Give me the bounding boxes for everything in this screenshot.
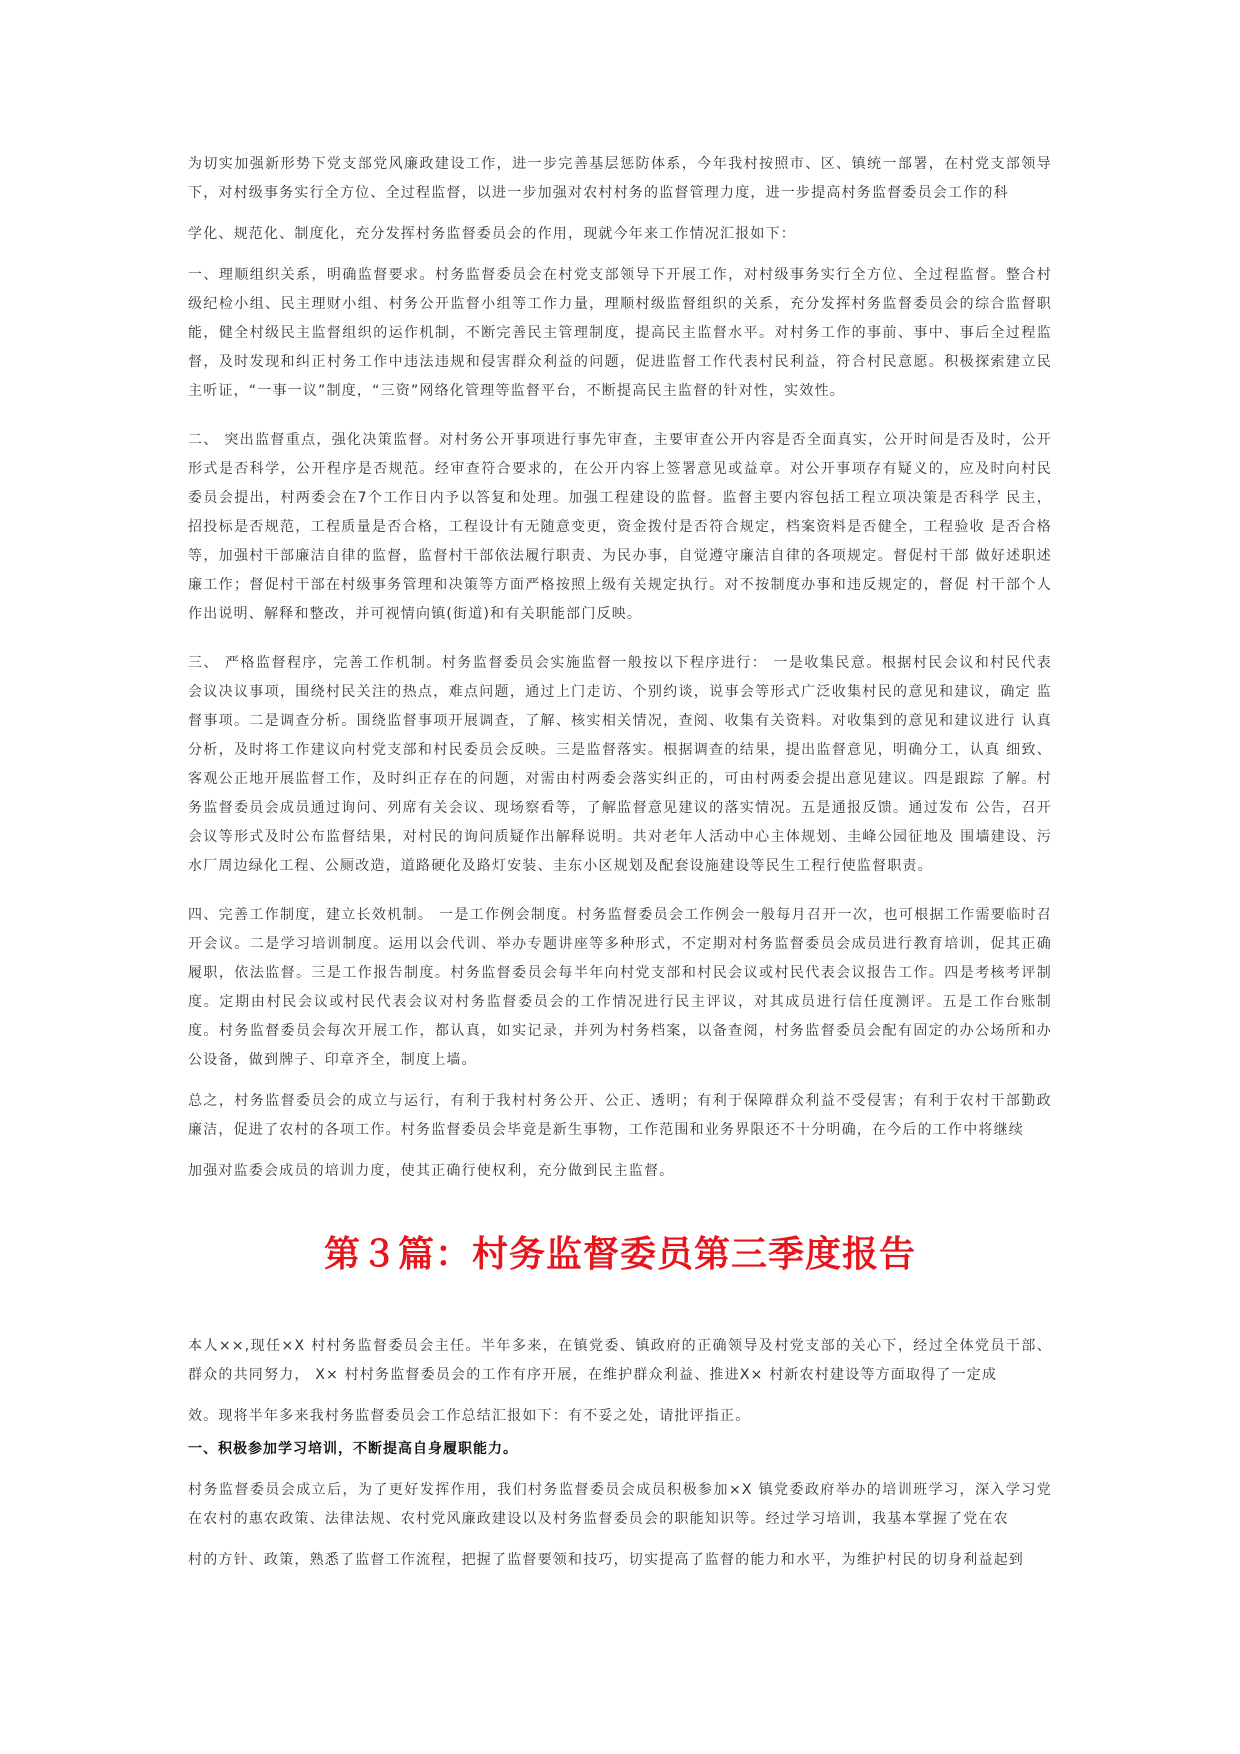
article-3-intro-continuation: 效。现将半年多来我村务监督委员会工作总结汇报如下：有不妥之处，请批评指正。 [188,1408,751,1424]
article-3-body-paragraph: 村务监督委员会成立后，为了更好发挥作用，我们村务监督委员会成员积极参加×X 镇党委政府举办的培训班学习，深入学习党在农村的惠农政策、法律法规、农村党风廉政建设以及村务监督委员会的职能知识等。经过学习培训，我基本掌握了党在农 [188,1482,1052,1527]
section-2-paragraph: 二、 突出监督重点，强化决策监督。对村务公开事项进行事先审查，主要审查公开内容是否全面真实，公开时间是否及时，公开形式是否科学，公开程序是否规范。经审查符合要求的，在公开内容上签署意见或益章。对公开事项存有疑义的，应及时向村民委员会提出，村两委会在7个工作日内予以答复和处理。加强工程建设的监督。监督主要内容包括工程立项决策是否科学 民主，招投标是否规范，工程质量是否合格，工程设计有无随意变更，资金拨付是否符合规定，档案资料是否健全，工程验收 是否合格等，加强村干部廉洁自律的监督，监督村干部依法履行职责、为民办事，自觉遵守廉洁自律的各项规定。督促村干部 做好述职述廉工作；督促村干部在村级事务管理和决策等方面严格按照上级有关规定执行。对不按制度办事和违反规定的，督促 村干部个人作出说明、解释和整改，并可视情向镇(街道)和有关职能部门反映。 [188,432,1052,622]
article-3-title: 第３篇：村务监督委员第三季度报告 [323,1233,916,1275]
section-4-paragraph: 四、完善工作制度，建立长效机制。 一是工作例会制度。村务监督委员会工作例会一般每月召开一次，也可根据工作需要临时召开会议。二是学习培训制度。运用以会代训、举办专题讲座等多种形式，不定期对村务监督委员会成员进行教育培训，促其正确履职，依法监督。三是工作报告制度。村务监督委员会每半年向村党支部和村民会议或村民代表会议报告工作。四是考核考评制度。定期由村民会议或村民代表会议对村务监督委员会的工作情况进行民主评议，对其成员进行信任度测评。五是工作台账制度。村务监督委员会每次开展工作，都认真，如实记录，并列为村务档案，以备查阅，村务监督委员会配有固定的办公场所和办公设备，做到牌子、印章齐全，制度上墙。 [188,907,1052,1068]
article-3-body-continuation: 村的方针、政策，熟悉了监督工作流程，把握了监督要领和技巧，切实提高了监督的能力和水平，为维护村民的切身利益起到 [188,1552,1024,1568]
summary-paragraph: 总之，村务监督委员会的成立与运行，有利于我村村务公开、公正、透明；有利于保障群众利益不受侵害；有利于农村干部勤政廉洁，促进了农村的各项工作。村务监督委员会毕竟是新生事物，工作范围和业务界限还不十分明确，在今后的工作中将继续 [188,1093,1052,1138]
summary-continuation: 加强对监委会成员的培训力度，使其正确行使权利，充分做到民主监督。 [188,1163,675,1179]
report-intro-paragraph: 为切实加强新形势下党支部党风廉政建设工作，进一步完善基层惩防体系，今年我村按照市、区、镇统一部署，在村党支部领导下，对村级事务实行全方位、全过程监督，以进一步加强对农村村务的监督管理力度，进一步提高村务监督委员会工作的科 [188,156,1052,201]
document-page [188,150,1052,1575]
section-3-paragraph: 三、 严格监督程序，完善工作机制。村务监督委员会实施监督一般按以下程序进行： 一是收集民意。根据村民会议和村民代表 会议决议事项，围绕村民关注的热点，难点问题，通过上门走访、个别约谈，说事会等形式广泛收集村民的意见和建议，确定 监督事项。二是调查分析。围绕监督事项开展调查，了解、核实相关情况，查阅、收集有关资料。对收集到的意见和建议进行 认真分析，及时将工作建议向村党支部和村民委员会反映。三是监督落实。根据调查的结果，提出监督意见，明确分工，认真 细致、客观公正地开展监督工作，及时纠正存在的问题，对需由村两委会落实纠正的，可由村两委会提出意见建议。四是跟踪 了解。村务监督委员会成员通过询问、列席有关会议、现场察看等，了解监督意见建议的落实情况。五是通报反馈。通过发布 公告，召开会议等形式及时公布监督结果，对村民的询问质疑作出解释说明。共对老年人活动中心主体规划、圭峰公园征地及 围墙建设、污水厂周边绿化工程、公厕改造，道路硬化及路灯安装、圭东小区规划及配套设施建设等民生工程行使监督职责。 [188,655,1052,874]
article-3-heading-1: 一、积极参加学习培训，不断提高自身履职能力。 [188,1441,518,1457]
article-3-intro-paragraph: 本人××,现任×X 村村务监督委员会主任。半年多来，在镇党委、镇政府的正确领导及村党支部的关心下，经过全体党员干部、群众的共同努力， X× 村村务监督委员会的工作有序开展，在维护群众利益、推进X× 村新农村建设等方面取得了一定成 [188,1338,1052,1383]
section-1-paragraph: 一、理顺组织关系，明确监督要求。村务监督委员会在村党支部领导下开展工作，对村级事务实行全方位、全过程监督。整合村级纪检小组、民主理财小组、村务公开监督小组等工作力量，理顺村级监督组织的关系，充分发挥村务监督委员会的综合监督职能，健全村级民主监督组织的运作机制，不断完善民主管理制度，提高民主监督水平。对村务工作的事前、事中、事后全过程监督，及时发现和纠正村务工作中违法违规和侵害群众利益的问题，促进监督工作代表村民利益，符合村民意愿。积极探索建立民主听证，“一事一议”制度，“三资”网络化管理等监督平台，不断提高民主监督的针对性，实效性。 [188,267,1052,399]
report-intro-continuation: 学化、规范化、制度化，充分发挥村务监督委员会的作用，现就今年来工作情况汇报如下： [188,226,796,242]
